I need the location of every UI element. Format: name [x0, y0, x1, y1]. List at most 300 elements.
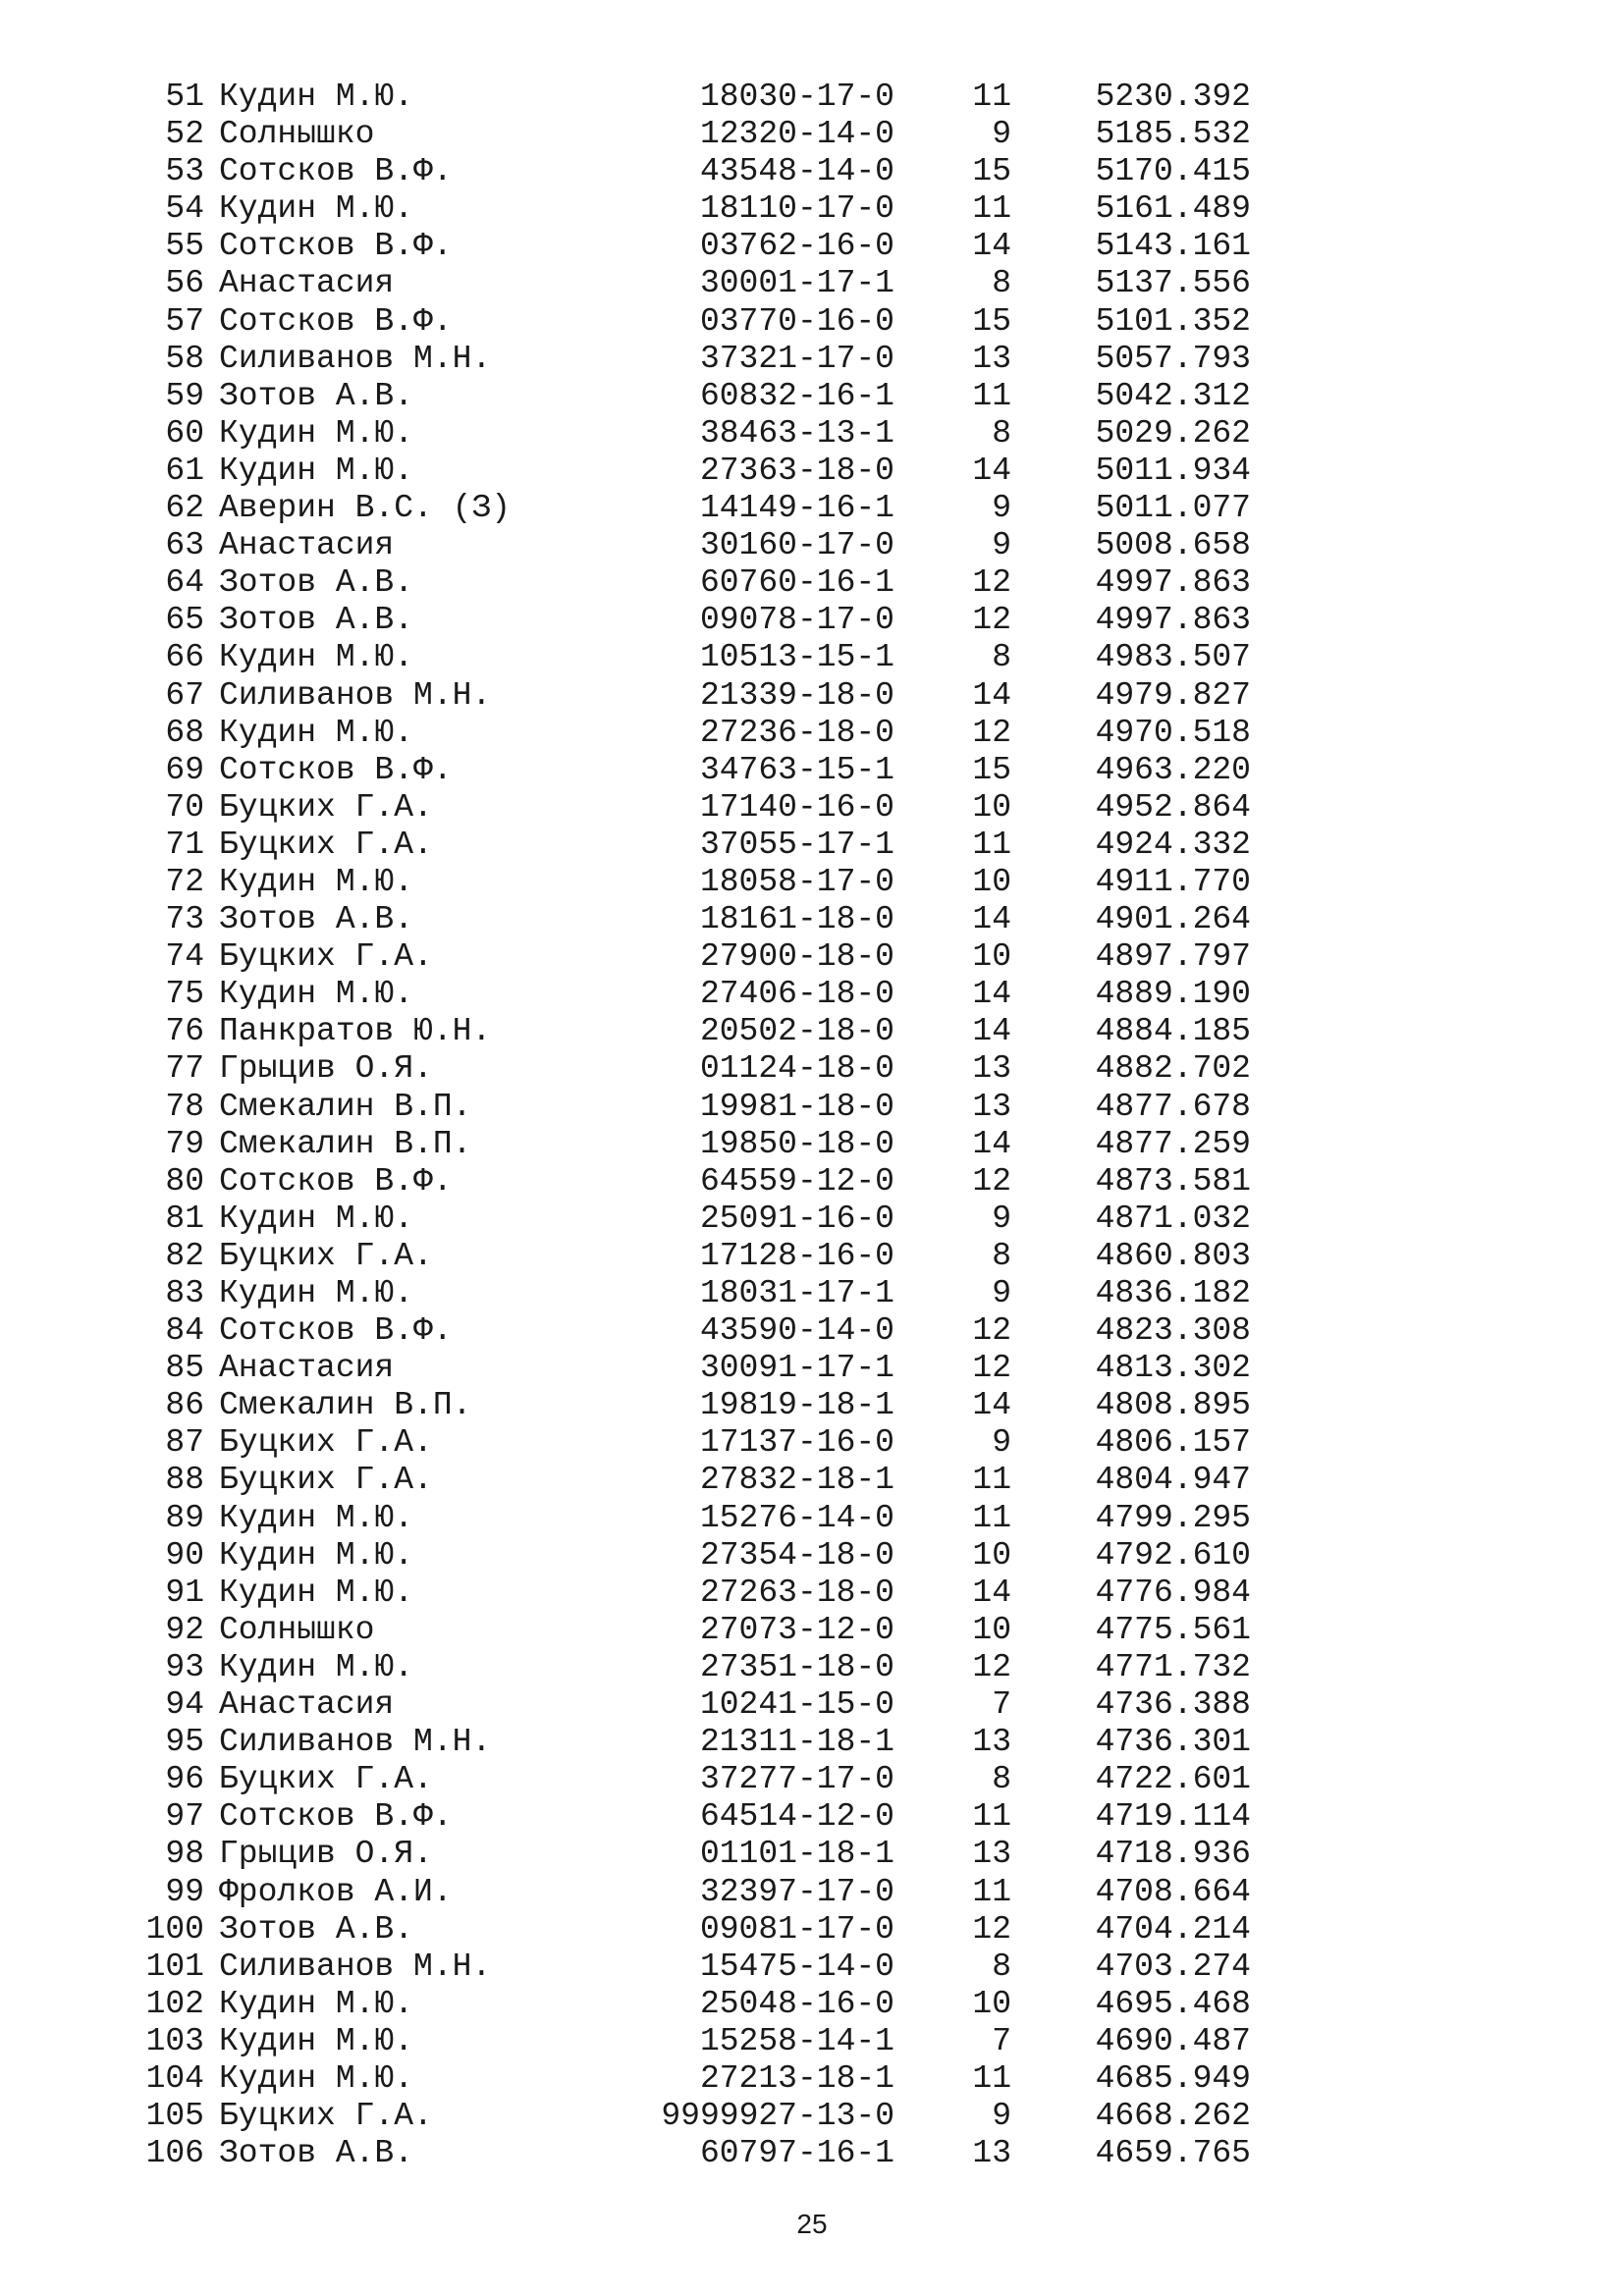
row-name: Кудин М.Ю. [219, 1499, 414, 1536]
row-score: 4970.518 [1095, 714, 1251, 751]
row-name: Анастасия [219, 527, 395, 564]
row-rank: 65 [165, 602, 204, 639]
row-name: Анастасия [219, 265, 395, 302]
row-name: Сотсков В.Ф. [219, 302, 453, 340]
row-count: 13 [972, 1836, 1011, 1873]
row-rank: 84 [165, 1312, 204, 1350]
list-row [135, 1312, 1412, 1350]
row-count: 8 [992, 1948, 1011, 1985]
row-score: 4776.984 [1095, 1574, 1251, 1611]
row-name: Буцких Г.А. [219, 2098, 433, 2135]
row-count: 9 [992, 1275, 1011, 1311]
list-row [135, 639, 1412, 676]
list-row [135, 153, 1412, 190]
row-score: 4882.702 [1095, 1050, 1251, 1088]
list-row [135, 938, 1412, 976]
row-rank: 88 [165, 1462, 204, 1499]
page-number: 25 [796, 2209, 828, 2239]
row-score: 4668.262 [1095, 2098, 1251, 2135]
row-code: 17140-16-0 [699, 788, 894, 826]
row-code: 14149-16-1 [699, 490, 894, 527]
row-name: Зотов А.В. [219, 377, 414, 414]
list-row [135, 228, 1412, 265]
row-rank: 60 [165, 414, 204, 452]
row-name: Аверин В.С. (З) [219, 490, 512, 527]
row-rank: 99 [165, 1873, 204, 1910]
row-score: 4685.949 [1095, 2059, 1251, 2097]
list-row [135, 976, 1412, 1013]
row-count: 14 [972, 1125, 1011, 1162]
list-row [135, 901, 1412, 938]
list-row [135, 1612, 1412, 1649]
row-code: 17137-16-0 [699, 1424, 894, 1462]
row-count: 13 [972, 340, 1011, 377]
row-score: 4873.581 [1095, 1162, 1251, 1200]
row-code: 09078-17-0 [699, 602, 894, 639]
row-code: 01124-18-0 [699, 1050, 894, 1088]
list-row [135, 2135, 1412, 2172]
row-name: Кудин М.Ю. [219, 452, 414, 489]
list-row [135, 1013, 1412, 1050]
row-rank: 96 [165, 1761, 204, 1798]
row-rank: 103 [145, 2022, 204, 2059]
row-rank: 77 [165, 1050, 204, 1088]
row-score: 4901.264 [1095, 901, 1251, 938]
list-row [135, 265, 1412, 302]
row-count: 14 [972, 1574, 1011, 1611]
row-name: Сотсков В.Ф. [219, 228, 453, 265]
row-rank: 80 [165, 1162, 204, 1200]
list-row [135, 2098, 1412, 2135]
row-count: 11 [972, 1462, 1011, 1499]
row-count: 14 [972, 901, 1011, 938]
row-score: 5011.077 [1095, 490, 1251, 527]
row-name: Зотов А.В. [219, 901, 414, 938]
row-code: 15258-14-1 [699, 2022, 894, 2059]
row-rank: 93 [165, 1648, 204, 1685]
row-count: 15 [972, 751, 1011, 788]
row-score: 5161.489 [1095, 190, 1251, 228]
row-name: Зотов А.В. [219, 1910, 414, 1948]
row-count: 9 [992, 490, 1011, 527]
row-count: 15 [972, 153, 1011, 190]
row-count: 12 [972, 1162, 1011, 1200]
row-code: 09081-17-0 [699, 1910, 894, 1948]
row-name: Буцких Г.А. [219, 826, 433, 863]
row-rank: 64 [165, 564, 204, 602]
list-row [135, 527, 1412, 564]
row-rank: 53 [165, 153, 204, 190]
row-rank: 67 [165, 676, 204, 714]
list-row [135, 79, 1412, 116]
row-count: 8 [992, 1761, 1011, 1798]
row-rank: 63 [165, 527, 204, 564]
list-row [135, 1836, 1412, 1873]
row-name: Солнышко [219, 116, 375, 153]
row-name: Сотсков В.Ф. [219, 751, 453, 788]
row-code: 30091-17-1 [699, 1350, 894, 1387]
row-name: Кудин М.Ю. [219, 714, 414, 751]
row-score: 4963.220 [1095, 751, 1251, 788]
row-count: 11 [972, 377, 1011, 414]
row-count: 11 [972, 79, 1011, 115]
row-rank: 51 [165, 79, 204, 115]
row-count: 14 [972, 452, 1011, 489]
row-code: 15276-14-0 [699, 1499, 894, 1536]
row-count: 8 [992, 414, 1011, 452]
row-code: 38463-13-1 [699, 414, 894, 452]
row-score: 4736.301 [1095, 1724, 1251, 1761]
row-rank: 100 [145, 1910, 204, 1948]
row-score: 4792.610 [1095, 1536, 1251, 1574]
row-code: 19981-18-0 [699, 1088, 894, 1125]
list-row [135, 1201, 1412, 1238]
row-name: Кудин М.Ю. [219, 1648, 414, 1685]
row-rank: 91 [165, 1574, 204, 1611]
row-code: 18110-17-0 [699, 190, 894, 228]
row-rank: 104 [145, 2059, 204, 2097]
row-name: Кудин М.Ю. [219, 79, 414, 115]
row-code: 18161-18-0 [699, 901, 894, 938]
row-rank: 95 [165, 1724, 204, 1761]
row-score: 5170.415 [1095, 153, 1251, 190]
row-count: 14 [972, 976, 1011, 1013]
row-name: Кудин М.Ю. [219, 2059, 414, 2097]
row-code: 25048-16-0 [699, 1985, 894, 2022]
row-code: 27900-18-0 [699, 938, 894, 976]
row-score: 4813.302 [1095, 1350, 1251, 1387]
row-rank: 101 [145, 1948, 204, 1985]
row-name: Кудин М.Ю. [219, 976, 414, 1013]
row-rank: 75 [165, 976, 204, 1013]
row-rank: 98 [165, 1836, 204, 1873]
row-name: Кудин М.Ю. [219, 1275, 414, 1311]
row-name: Силиванов М.Н. [219, 1948, 492, 1985]
row-count: 14 [972, 1387, 1011, 1424]
row-code: 21311-18-1 [699, 1724, 894, 1761]
row-count: 10 [972, 788, 1011, 826]
row-count: 10 [972, 938, 1011, 976]
list-row [135, 453, 1412, 490]
list-row [135, 1761, 1412, 1798]
row-name: Буцких Г.А. [219, 1761, 433, 1798]
row-score: 5029.262 [1095, 414, 1251, 452]
row-code: 60797-16-1 [699, 2135, 894, 2172]
row-rank: 90 [165, 1536, 204, 1574]
list-row [135, 2023, 1412, 2060]
row-name: Сотсков В.Ф. [219, 153, 453, 190]
row-count: 12 [972, 1350, 1011, 1387]
row-code: 03770-16-0 [699, 302, 894, 340]
row-code: 27236-18-0 [699, 714, 894, 751]
row-count: 13 [972, 2135, 1011, 2172]
row-rank: 72 [165, 863, 204, 900]
row-score: 4997.863 [1095, 602, 1251, 639]
row-rank: 105 [145, 2098, 204, 2135]
row-count: 11 [972, 1499, 1011, 1536]
list-row [135, 1050, 1412, 1088]
list-row [135, 490, 1412, 527]
row-code: 19850-18-0 [699, 1125, 894, 1162]
list-row [135, 1424, 1412, 1462]
row-score: 4804.947 [1095, 1462, 1251, 1499]
row-name: Кудин М.Ю. [219, 1536, 414, 1574]
row-name: Силиванов М.Н. [219, 676, 492, 714]
row-score: 4736.388 [1095, 1686, 1251, 1724]
row-score: 4708.664 [1095, 1873, 1251, 1910]
list-row [135, 677, 1412, 715]
row-score: 4924.332 [1095, 826, 1251, 863]
list-row [135, 1686, 1412, 1724]
list-row [135, 1275, 1412, 1312]
row-score: 4860.803 [1095, 1237, 1251, 1274]
row-score: 4997.863 [1095, 564, 1251, 602]
row-count: 8 [992, 265, 1011, 302]
list-row [135, 1387, 1412, 1424]
row-code: 18031-17-1 [699, 1275, 894, 1311]
row-name: Силиванов М.Н. [219, 1724, 492, 1761]
row-rank: 74 [165, 938, 204, 976]
row-code: 10241-15-0 [699, 1686, 894, 1724]
row-score: 4690.487 [1095, 2022, 1251, 2059]
row-code: 17128-16-0 [699, 1237, 894, 1274]
list-row [135, 190, 1412, 228]
row-score: 4806.157 [1095, 1424, 1251, 1462]
row-score: 4877.678 [1095, 1088, 1251, 1125]
row-code: 15475-14-0 [699, 1948, 894, 1985]
row-name: Грыцив О.Я. [219, 1050, 433, 1088]
row-score: 5042.312 [1095, 377, 1251, 414]
row-code: 18030-17-0 [699, 79, 894, 115]
row-name: Грыцив О.Я. [219, 1836, 433, 1873]
row-count: 13 [972, 1724, 1011, 1761]
list-row [135, 303, 1412, 341]
row-code: 64514-12-0 [699, 1798, 894, 1836]
row-code: 27263-18-0 [699, 1574, 894, 1611]
row-count: 12 [972, 1910, 1011, 1948]
row-name: Кудин М.Ю. [219, 639, 414, 676]
row-score: 5057.793 [1095, 340, 1251, 377]
list-row [135, 1949, 1412, 1986]
row-count: 9 [992, 1424, 1011, 1462]
row-code: 19819-18-1 [699, 1387, 894, 1424]
row-count: 14 [972, 1013, 1011, 1050]
row-code: 30001-17-1 [699, 265, 894, 302]
list-row [135, 752, 1412, 789]
list-row [135, 2060, 1412, 2098]
row-rank: 57 [165, 302, 204, 340]
row-rank: 73 [165, 901, 204, 938]
row-code: 37277-17-0 [699, 1761, 894, 1798]
row-rank: 58 [165, 340, 204, 377]
row-code: 60832-16-1 [699, 377, 894, 414]
row-count: 7 [992, 1686, 1011, 1724]
row-count: 11 [972, 1873, 1011, 1910]
row-score: 4897.797 [1095, 938, 1251, 976]
row-rank: 78 [165, 1088, 204, 1125]
row-score: 5185.532 [1095, 116, 1251, 153]
list-row [135, 1126, 1412, 1163]
list-row [135, 1462, 1412, 1499]
row-code: 27832-18-1 [699, 1462, 894, 1499]
row-score: 5008.658 [1095, 527, 1251, 564]
row-rank: 54 [165, 190, 204, 228]
row-rank: 76 [165, 1013, 204, 1050]
list-row [135, 1500, 1412, 1537]
row-name: Буцких Г.А. [219, 938, 433, 976]
row-count: 11 [972, 1798, 1011, 1836]
row-score: 4952.864 [1095, 788, 1251, 826]
row-code: 34763-15-1 [699, 751, 894, 788]
row-name: Сотсков В.Ф. [219, 1798, 453, 1836]
row-rank: 94 [165, 1686, 204, 1724]
row-name: Кудин М.Ю. [219, 414, 414, 452]
row-name: Панкратов Ю.Н. [219, 1013, 492, 1050]
row-rank: 82 [165, 1237, 204, 1274]
row-rank: 87 [165, 1424, 204, 1462]
row-count: 13 [972, 1088, 1011, 1125]
row-rank: 92 [165, 1611, 204, 1648]
row-score: 5143.161 [1095, 228, 1251, 265]
row-rank: 102 [145, 1985, 204, 2022]
list-row [135, 415, 1412, 453]
row-rank: 83 [165, 1275, 204, 1311]
row-name: Кудин М.Ю. [219, 1574, 414, 1611]
list-row [135, 715, 1412, 752]
row-name: Зотов А.В. [219, 564, 414, 602]
row-code: 03762-16-0 [699, 228, 894, 265]
list-row [135, 116, 1412, 153]
row-name: Зотов А.В. [219, 602, 414, 639]
row-name: Анастасия [219, 1350, 395, 1387]
row-score: 4695.468 [1095, 1985, 1251, 2022]
row-count: 7 [992, 2022, 1011, 2059]
row-code: 30160-17-0 [699, 527, 894, 564]
row-rank: 62 [165, 490, 204, 527]
row-rank: 61 [165, 452, 204, 489]
row-count: 10 [972, 1985, 1011, 2022]
row-count: 12 [972, 564, 1011, 602]
row-code: 27351-18-0 [699, 1648, 894, 1685]
row-count: 11 [972, 2059, 1011, 2097]
row-count: 10 [972, 1611, 1011, 1648]
row-score: 4799.295 [1095, 1499, 1251, 1536]
row-code: 01101-18-1 [699, 1836, 894, 1873]
row-code: 43548-14-0 [699, 153, 894, 190]
row-count: 11 [972, 190, 1011, 228]
row-rank: 97 [165, 1798, 204, 1836]
list-row [135, 1649, 1412, 1686]
row-count: 10 [972, 1536, 1011, 1574]
row-rank: 56 [165, 265, 204, 302]
row-count: 14 [972, 228, 1011, 265]
row-count: 15 [972, 302, 1011, 340]
row-score: 4719.114 [1095, 1798, 1251, 1836]
row-score: 4771.732 [1095, 1648, 1251, 1685]
row-name: Фролков А.И. [219, 1873, 453, 1910]
row-code: 27354-18-0 [699, 1536, 894, 1574]
row-rank: 70 [165, 788, 204, 826]
row-code: 27213-18-1 [699, 2059, 894, 2097]
row-count: 9 [992, 1200, 1011, 1237]
row-rank: 52 [165, 116, 204, 153]
row-name: Буцких Г.А. [219, 1424, 433, 1462]
list-row [135, 827, 1412, 864]
list-row [135, 564, 1412, 602]
row-rank: 71 [165, 826, 204, 863]
row-name: Кудин М.Ю. [219, 1985, 414, 2022]
row-rank: 59 [165, 377, 204, 414]
row-score: 5101.352 [1095, 302, 1251, 340]
list-row [135, 1911, 1412, 1949]
row-code: 43590-14-0 [699, 1312, 894, 1350]
row-name: Смекалин В.П. [219, 1125, 472, 1162]
row-code: 9999927-13-0 [661, 2098, 894, 2135]
row-rank: 66 [165, 639, 204, 676]
row-code: 21339-18-0 [699, 676, 894, 714]
row-code: 37055-17-1 [699, 826, 894, 863]
row-score: 5011.934 [1095, 452, 1251, 489]
list-row [135, 1724, 1412, 1761]
row-count: 10 [972, 863, 1011, 900]
row-name: Смекалин В.П. [219, 1387, 472, 1424]
row-code: 25091-16-0 [699, 1200, 894, 1237]
list-row [135, 602, 1412, 639]
row-name: Буцких Г.А. [219, 1462, 433, 1499]
row-score: 4983.507 [1095, 639, 1251, 676]
row-score: 4836.182 [1095, 1275, 1251, 1311]
list-row [135, 1798, 1412, 1836]
row-code: 12320-14-0 [699, 116, 894, 153]
row-name: Зотов А.В. [219, 2135, 414, 2172]
row-rank: 89 [165, 1499, 204, 1536]
row-score: 4704.214 [1095, 1910, 1251, 1948]
row-code: 27073-12-0 [699, 1611, 894, 1648]
list-row [135, 1874, 1412, 1911]
row-name: Кудин М.Ю. [219, 190, 414, 228]
list-row [135, 789, 1412, 827]
row-name: Буцких Г.А. [219, 788, 433, 826]
row-score: 4877.259 [1095, 1125, 1251, 1162]
row-score: 5137.556 [1095, 265, 1251, 302]
row-rank: 69 [165, 751, 204, 788]
row-score: 4871.032 [1095, 1200, 1251, 1237]
row-name: Сотсков В.Ф. [219, 1162, 453, 1200]
list-row [135, 864, 1412, 901]
row-score: 4889.190 [1095, 976, 1251, 1013]
row-score: 4911.770 [1095, 863, 1251, 900]
row-code: 37321-17-0 [699, 340, 894, 377]
list-row [135, 378, 1412, 415]
row-count: 8 [992, 1237, 1011, 1274]
row-name: Кудин М.Ю. [219, 863, 414, 900]
row-name: Кудин М.Ю. [219, 1200, 414, 1237]
row-score: 4718.936 [1095, 1836, 1251, 1873]
row-count: 12 [972, 1648, 1011, 1685]
row-score: 4775.561 [1095, 1611, 1251, 1648]
row-rank: 81 [165, 1200, 204, 1237]
row-code: 64559-12-0 [699, 1162, 894, 1200]
row-code: 10513-15-1 [699, 639, 894, 676]
row-code: 27406-18-0 [699, 976, 894, 1013]
row-code: 60760-16-1 [699, 564, 894, 602]
row-score: 4722.601 [1095, 1761, 1251, 1798]
row-count: 9 [992, 527, 1011, 564]
row-count: 12 [972, 602, 1011, 639]
row-name: Буцких Г.А. [219, 1237, 433, 1274]
row-name: Смекалин В.П. [219, 1088, 472, 1125]
row-count: 12 [972, 1312, 1011, 1350]
